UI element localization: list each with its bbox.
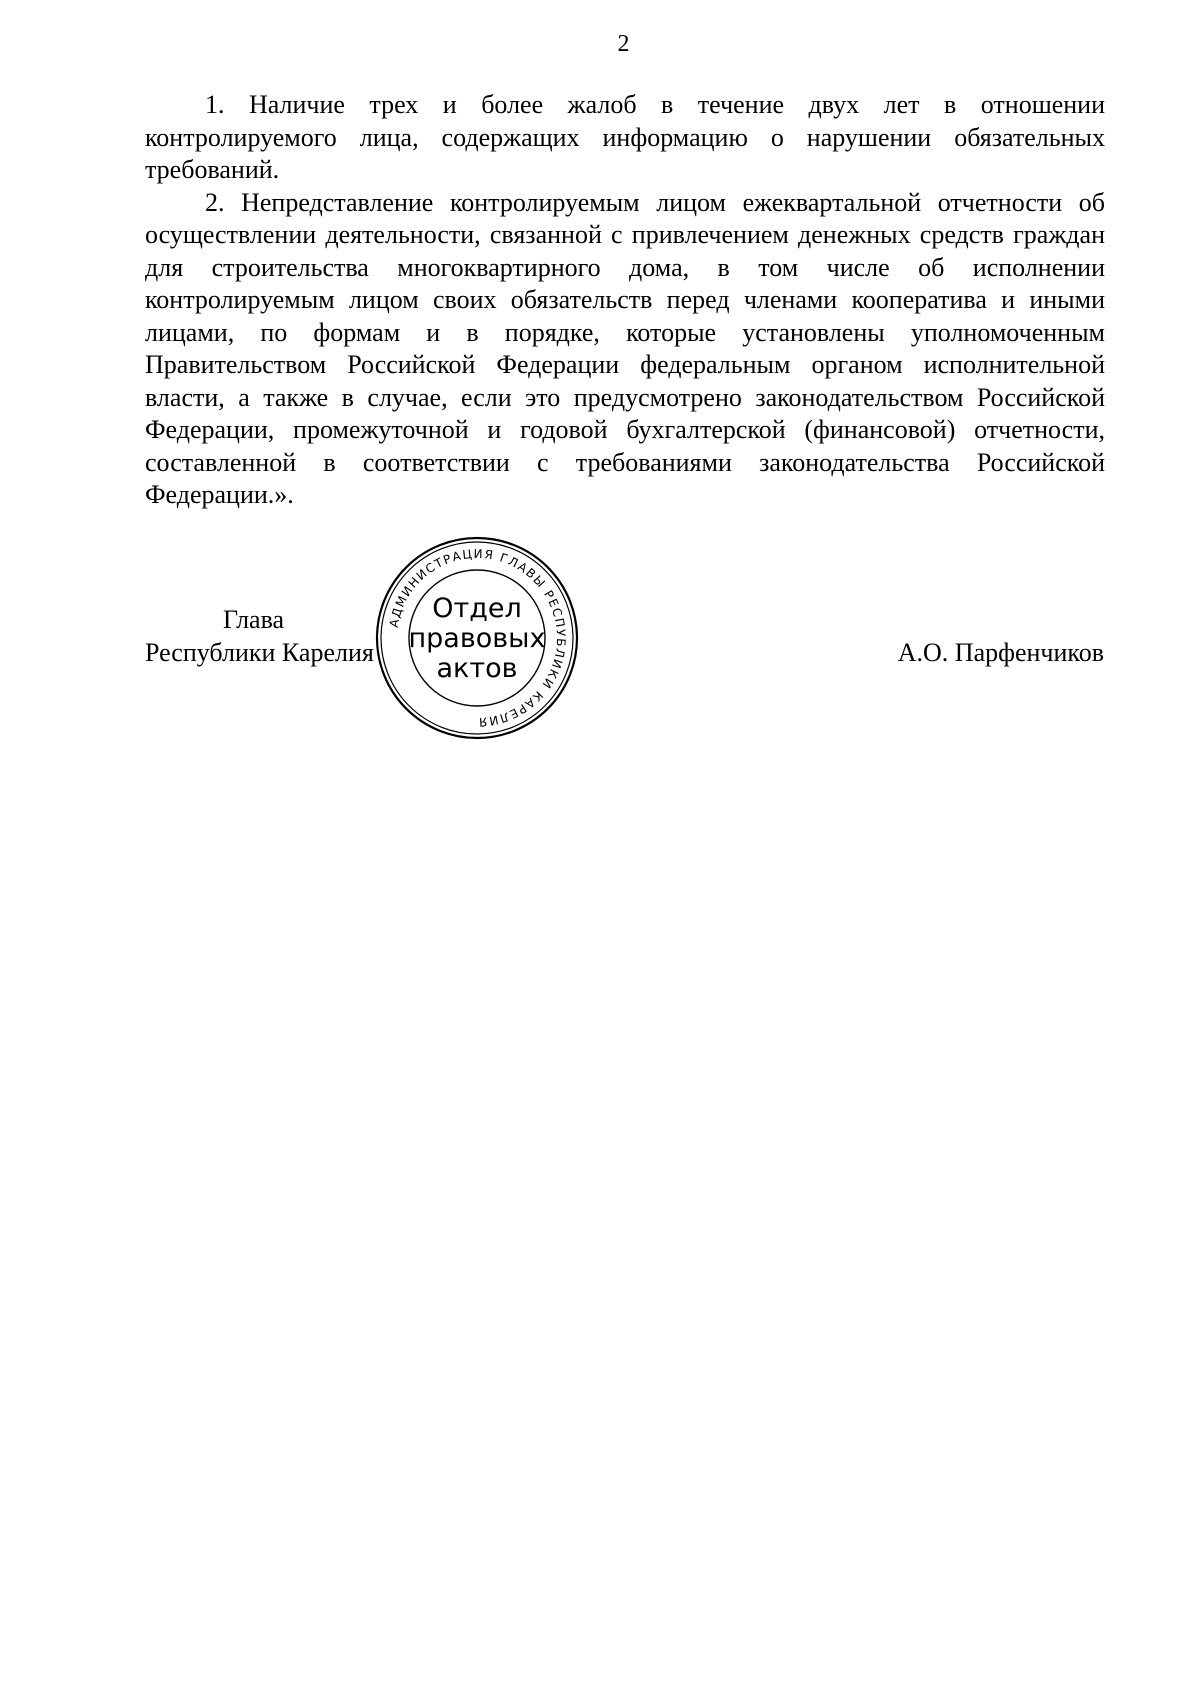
signature-title-line2: Республики Карелия <box>145 637 374 667</box>
signatory-name: А.О. Парфенчиков <box>897 638 1104 667</box>
stamp-center-line1: Отдел <box>432 593 522 624</box>
signature-title <box>145 604 374 669</box>
document-body <box>145 89 1105 512</box>
paragraph-item-1: 1. Наличие трех и более жалоб в течение двух лет в отношении контролируемого лица, содержащих информацию о нарушении обязательных требований. <box>145 90 1105 184</box>
page-number: 2 <box>617 31 630 57</box>
stamp-center-line3: актов <box>436 653 518 684</box>
stamp-seal-icon <box>372 533 582 743</box>
paragraph-item-2: 2. Непредставление контролируемым лицом ежеквартальной отчетности об осуществлении деятельности, связанной с привлечением денежных средств граждан для строительства многоквартирного дома, в том числе об исполнении контролируемым лицом своих обязательств перед членами кооператива и иными лицами, по формам и в порядке, которые установлены уполномоченным Правительством Российской Федерации федеральным органом исполнительной власти, а также в случае, если это предусмотрено законодательством Российской Федерации, промежуточной и годовой бухгалтерской (финансовой) отчетности, составленной в соответствии с требованиями законодательства Российской Федерации.». <box>145 187 1105 509</box>
official-stamp <box>372 533 582 743</box>
stamp-ring-textpath: АДМИНИСТРАЦИЯ ГЛАВЫ РЕСПУБЛИКИ КАРЕЛИЯ <box>386 546 569 730</box>
stamp-center-line2: правовых <box>408 623 546 654</box>
signature-title-line1: Глава <box>223 605 285 634</box>
